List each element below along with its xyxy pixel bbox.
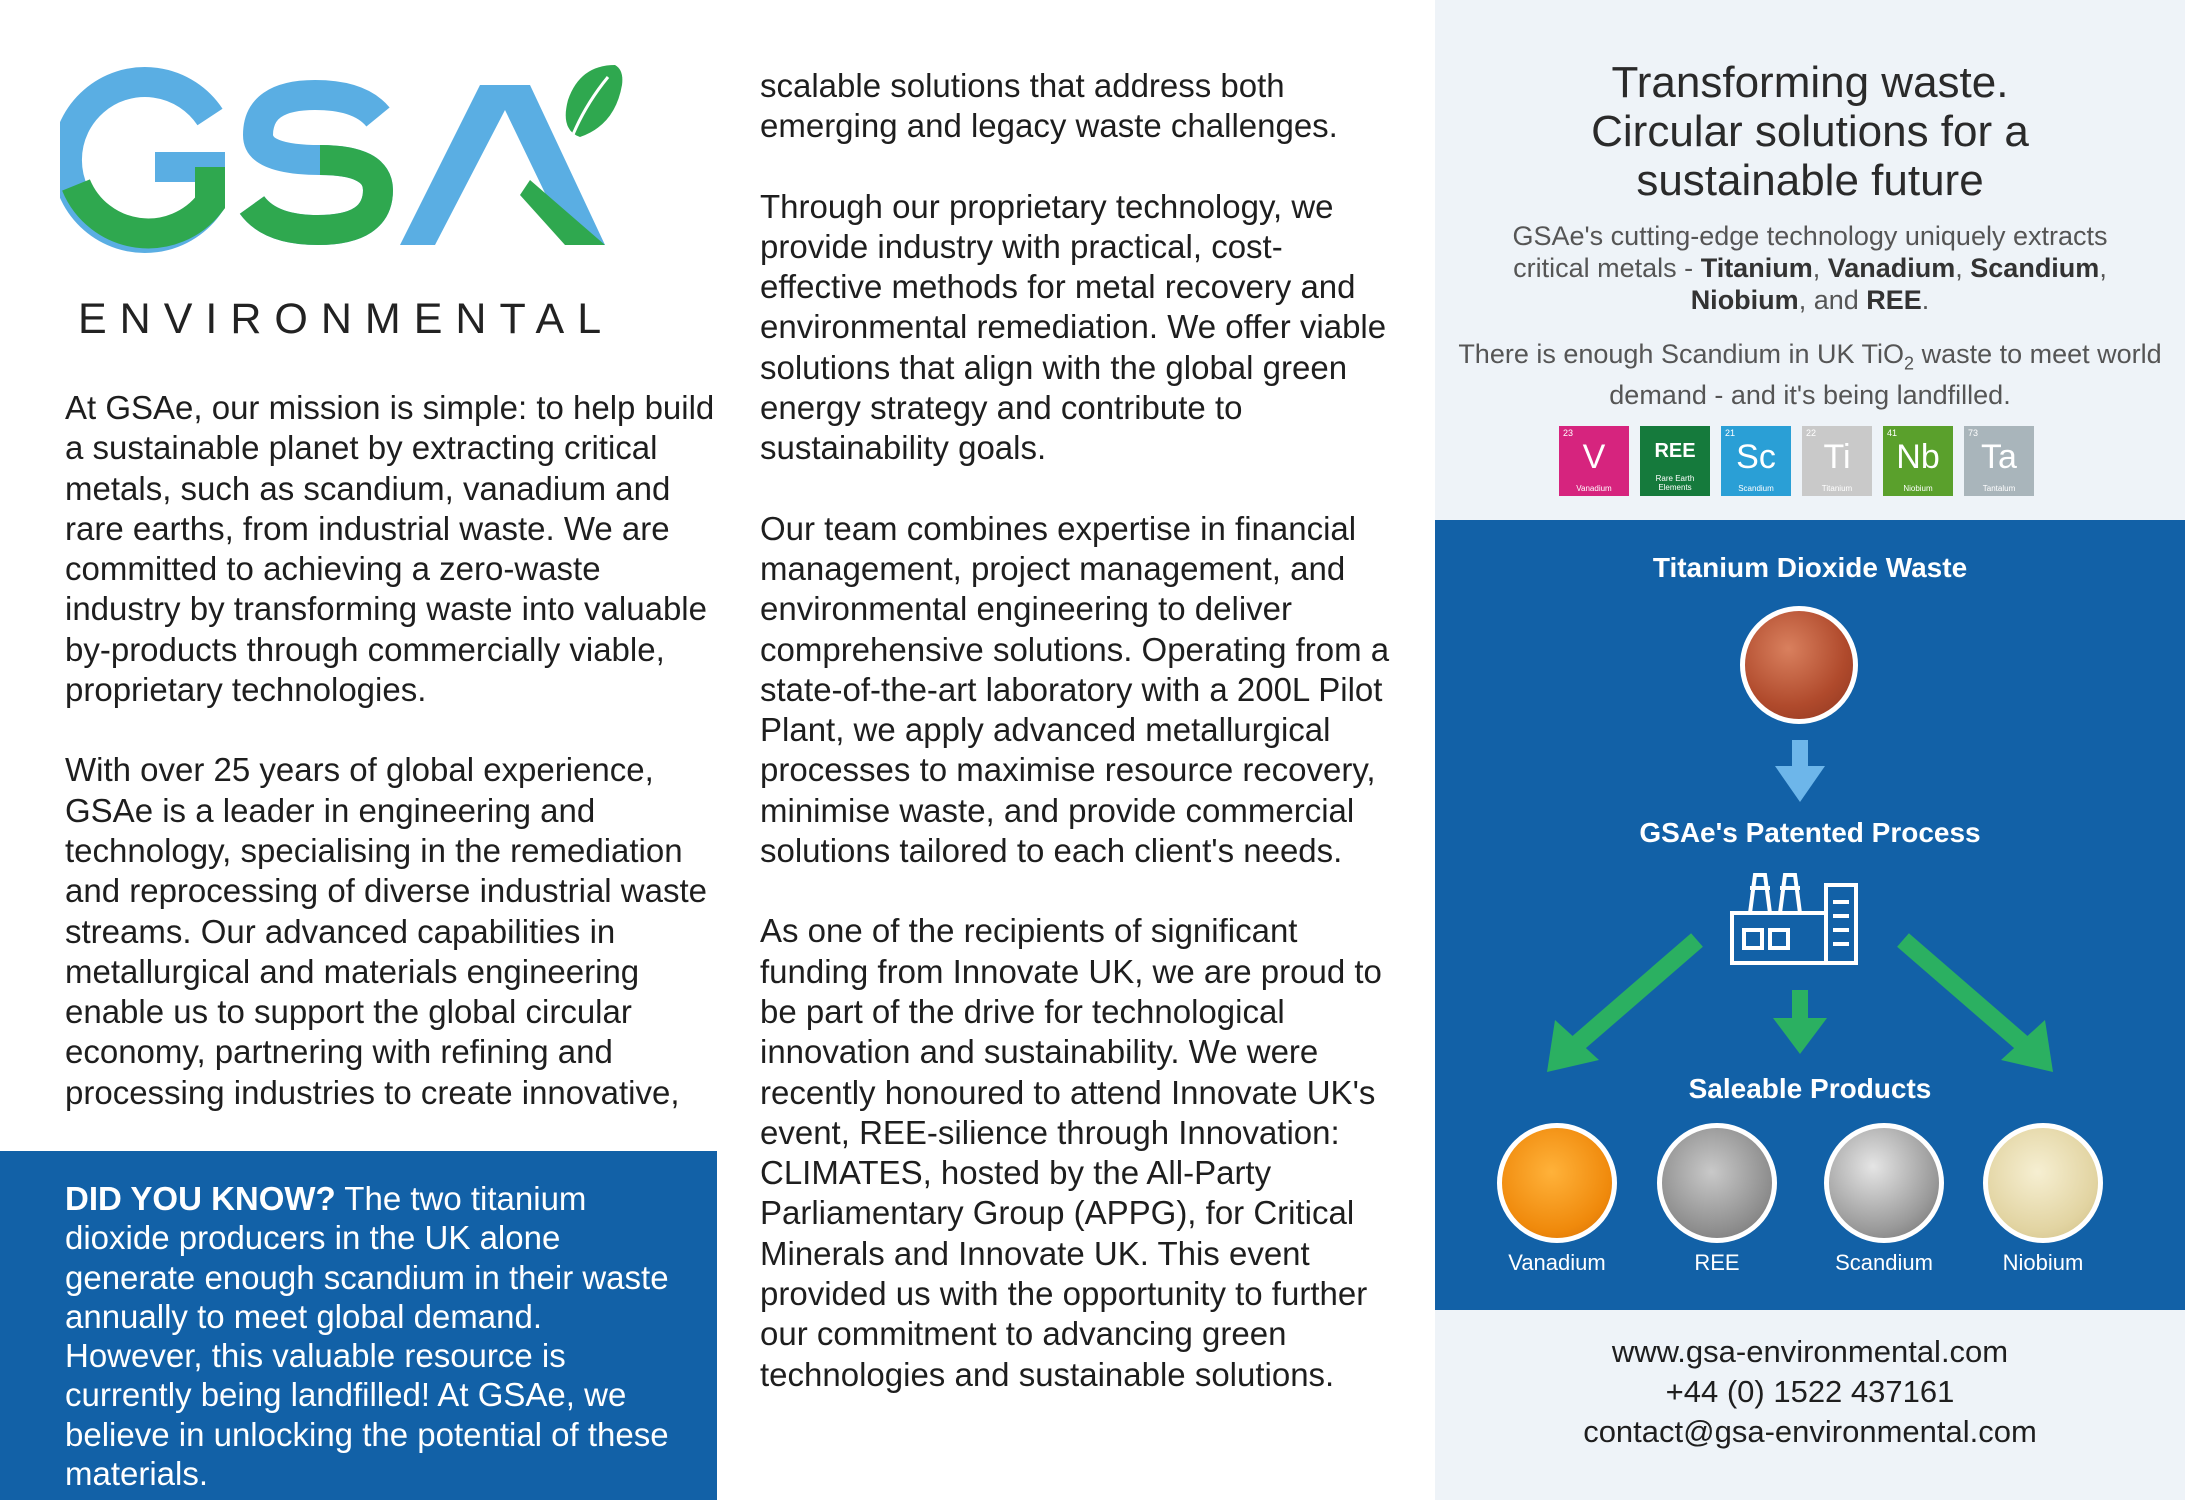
metal-scandium: Scandium [1970, 253, 2100, 283]
element-symbol: REE [1654, 440, 1696, 462]
right-panel-top [1435, 0, 2185, 520]
company-logo [60, 55, 660, 355]
metal-niobium: Niobium [1690, 285, 1799, 315]
element-number: 41 [1887, 428, 1898, 438]
arrow-center-down-icon [1773, 990, 1827, 1054]
logo-subtitle: ENVIRONMENTAL [78, 295, 615, 343]
gsa-logo-graphic [60, 55, 660, 295]
metal-ree: REE [1866, 285, 1922, 315]
element-symbol: Ti [1823, 438, 1851, 476]
metal-vanadium: Vanadium [1827, 253, 1956, 283]
factory-icon [1732, 875, 1856, 963]
did-you-know-box [0, 1151, 717, 1500]
element-tile-scandium [1721, 426, 1791, 496]
scandium-fact [1455, 338, 2165, 411]
element-number: 23 [1563, 428, 1574, 438]
element-tile-tantalum [1964, 426, 2034, 496]
product-label-ree: REE [1694, 1250, 1740, 1275]
experience-paragraph: With over 25 years of global experience, GSAe is a leader in engineering and technology, specialising in the remediation and reprocessing of diverse industrial waste streams. Our advanced capabilities in metallurgical and materials engineering enable us to support the global circular economy, partnering with refining and processing industries to create innovative, [65, 751, 708, 1111]
element-name: Tantalum [1982, 484, 2016, 493]
arrow-left-down-icon [1547, 940, 1697, 1072]
team-paragraph: Our team combines expertise in financial management, project management, and environmental engineering to deliver comprehensive solutions. Operating from a state-of-the-art laboratory with a 200L Pilot Plant, we apply advanced metallurgical processes to maximise resource recovery, minimise waste, and provide commercial solutions tailored to each client's needs. [760, 509, 1390, 870]
element-number: 21 [1725, 428, 1736, 438]
sep: , [2099, 253, 2107, 283]
intro-prefix: GSAe's cutting-edge technology uniquely extracts critical metals - [1512, 221, 2108, 283]
product-label-vanadium: Vanadium [1508, 1250, 1606, 1275]
process-label: GSAe's Patented Process [1639, 817, 1981, 848]
scandium-product-image [1824, 1123, 1944, 1243]
vanadium-product-image [1497, 1123, 1617, 1243]
headline-line-2: Circular solutions for a [1591, 107, 2029, 156]
phone-number[interactable]: +44 (0) 1522 437161 [1665, 1374, 1955, 1409]
element-tiles [1559, 426, 2034, 496]
element-number: 22 [1806, 428, 1817, 438]
mission-paragraph: At GSAe, our mission is simple: to help build a sustainable planet by extracting critical metals, such as scandium, vanadium and rare earths, from industrial waste. We are committed to achieving a zero-waste industry by transforming waste into valuable by-products through commercially viable, proprietary technologies. [65, 389, 715, 709]
sep: , [1812, 253, 1828, 283]
product-label-scandium: Scandium [1835, 1250, 1933, 1275]
metals-intro [1475, 220, 2145, 316]
innovate-paragraph: As one of the recipients of significant funding from Innovate UK, we are proud to be part of the drive for technological innovation and sustainability. We were recently honoured to attend Innovate UK's event, REE-silience through Innovation: CLIMATES, hosted by the All-Party Parliamentary Group (APPG), for Critical Minerals and Innovate UK. This event provided us with the opportunity to further our commitment to advancing green technologies and sustainable solutions. [760, 912, 1382, 1393]
headline-line-3: sustainable future [1636, 156, 1984, 205]
headline [1435, 58, 2185, 205]
element-name: Niobium [1903, 484, 1933, 493]
element-number: 73 [1968, 428, 1979, 438]
element-symbol: Sc [1736, 438, 1776, 476]
contact-panel [1435, 1310, 2185, 1500]
element-symbol: Nb [1896, 438, 1940, 476]
technology-paragraph: Through our proprietary technology, we provide industry with practical, cost-effective methods for metal recovery and environmental remediation. We offer viable solutions that align with the global green energy strategy and contribute to sustainability goals. [760, 187, 1387, 467]
element-symbol: V [1582, 438, 1606, 476]
product-label-niobium: Niobium [2002, 1250, 2084, 1275]
did-you-know-text [65, 1179, 677, 1493]
element-tile-niobium [1883, 426, 1953, 496]
website-link[interactable]: www.gsa-environmental.com [1611, 1334, 2009, 1369]
element-tile-vanadium [1559, 426, 1629, 496]
element-name: Scandium [1738, 484, 1774, 493]
element-name: Rare Earth Elements [1655, 474, 1695, 492]
fact-part-a: There is enough Scandium in UK TiO [1458, 339, 1905, 369]
did-you-know-body: The two titanium dioxide producers in the UK alone generate enough scandium in their waste annually to meet global demand. However, this valuable resource is currently being landfilled! At GSAe, we believe in unlocking the potential of these materials. [65, 1180, 669, 1493]
sep: , and [1798, 285, 1867, 315]
element-tile-titanium [1802, 426, 1872, 496]
headline-line-1: Transforming waste. [1611, 58, 2009, 107]
metal-titanium: Titanium [1700, 253, 1813, 283]
output-label: Saleable Products [1688, 1073, 1932, 1104]
sep: . [1921, 285, 1930, 315]
fact-part-b: waste to meet world demand - and it's being landfilled. [1609, 339, 2162, 411]
left-column [65, 388, 715, 1113]
middle-column [760, 66, 1400, 1395]
sep: , [1955, 253, 1971, 283]
process-flow-panel [1435, 520, 2185, 1310]
input-label: Titanium Dioxide Waste [1652, 552, 1968, 583]
element-name: Vanadium [1576, 484, 1612, 493]
arrow-right-down-icon [1903, 940, 2053, 1072]
arrow-down-icon [1775, 740, 1825, 802]
solutions-paragraph: scalable solutions that address both emerging and legacy waste challenges. [760, 67, 1338, 145]
email-link[interactable]: contact@gsa-environmental.com [1583, 1414, 2037, 1449]
element-name: Titanium [1821, 484, 1853, 493]
ree-product-image [1657, 1123, 1777, 1243]
niobium-product-image [1983, 1123, 2103, 1243]
element-tile-ree [1640, 426, 1710, 496]
did-you-know-heading: DID YOU KNOW? [65, 1180, 336, 1217]
element-symbol: Ta [1981, 438, 2017, 476]
fact-subscript: 2 [1904, 353, 1915, 374]
